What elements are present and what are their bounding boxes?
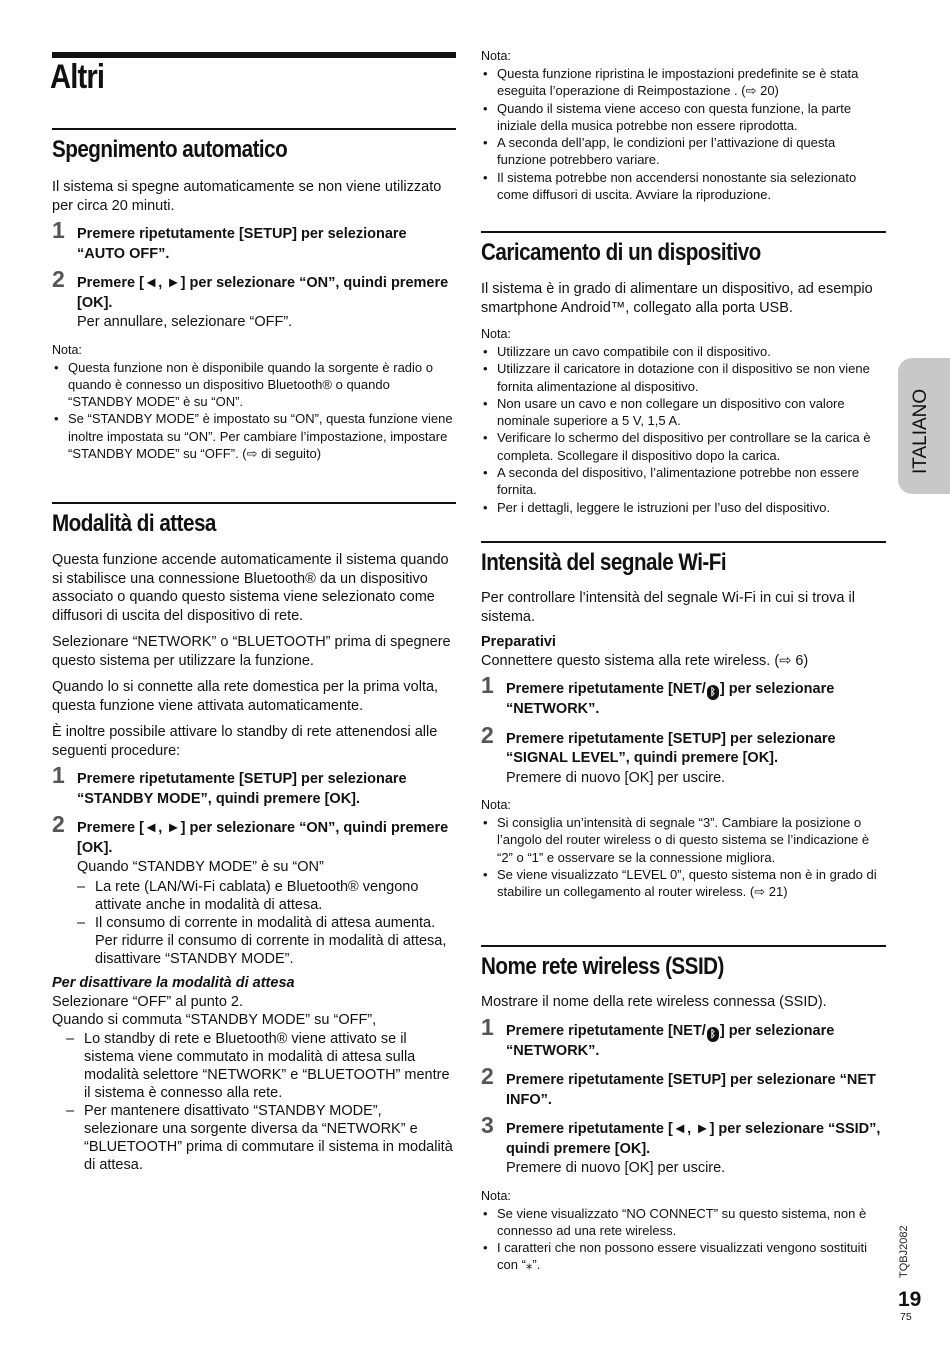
section-rule [481,231,886,233]
section-rule [481,945,886,947]
nota-label: Nota: [481,798,511,812]
bluetooth-icon: ᛒ [707,1027,719,1042]
step-1: 1 Premere ripetutamente [SETUP] per selezionare “AUTO OFF”. [52,217,407,262]
step-3: 3 Premere ripetutamente [◄, ►] per selezionare “SSID”, quindi premere [OK]. Premere di nuovo [OK] per uscire. [481,1112,881,1176]
section-heading: Modalità di attesa [52,510,216,537]
list-item: • Questa funzione non è disponibile quando la sorgente è radio o quando è connesso un dispositivo Bluetooth® o quando “STANDBY MODE” è su “ON”. [52,359,456,411]
section-rule [52,502,456,504]
paragraph: Il sistema è in grado di alimentare un dispositivo, ad esempio smartphone Android™, collegato alla porta USB. [481,281,873,316]
section-ssid [481,945,886,1274]
step-note: Quando “STANDBY MODE” è su “ON” [77,859,324,875]
paragraph: È inoltre possibile attivare lo standby di rete attenendosi alle seguenti procedure: [52,724,438,759]
section-heading: Caricamento di un dispositivo [481,239,761,266]
paragraph: Connettere questo sistema alla rete wireless. (⇨ 6) [481,652,809,669]
nota-label: Nota: [52,342,82,357]
step-1: 1 Premere ripetutamente [NET/ ᛒ ] per selezionare “NETWORK”. [481,1013,835,1059]
paragraph: Per controllare l’intensità del segnale Wi-Fi in cui si trova il sistema. [481,590,855,625]
section-heading: Intensità del segnale Wi-Fi [481,549,727,576]
list-item: – La rete (LAN/Wi-Fi cablata) e Bluetooth® vengono attivate anche in modalità di attesa. [77,878,456,914]
section-heading: Spegnimento automatico [52,136,288,163]
list-item: – Per mantenere disattivato “STANDBY MODE”, selezionare una sorgente diversa da “NETWORK” e “BLUETOOTH” prima di commutare il sistema in modalità di attesa. [66,1102,456,1174]
step-1: 1 Premere ripetutamente [SETUP] per selezionare “STANDBY MODE”, quindi premere [OK]. [52,762,407,807]
nota-label: Nota: [481,327,511,341]
section-standby [52,502,456,1174]
list-item: • Quando il sistema viene acceso con questa funzione, la parte iniziale della musica potrebbe non essere riprodotta. [481,100,886,135]
nota-label: Nota: [481,49,511,63]
section-wifi-signal [481,541,886,900]
list-item: • I caratteri che non possono essere visualizzati vengono sostituiti con “⁎”. [481,1239,886,1274]
step-2: 2 Premere [◄, ►] per selezionare “ON”, quindi premere [OK]. Per annullare, selezionare “OFF”. [52,266,449,330]
list-item: – Lo standby di rete e Bluetooth® viene attivato se il sistema viene commutato in modalità di attesa sulla modalità selettore “NETWORK” e “BLUETOOTH” mentre il sistema è connesso alla rete. [66,1030,456,1102]
paragraph: Il sistema si spegne automaticamente se non viene utilizzato per circa 20 minuti. [52,179,442,214]
list-item: • Il sistema potrebbe non accendersi nonostante sia selezionato come diffusori di uscita. Avviare la riproduzione. [481,169,886,204]
notes-list [481,1205,886,1274]
sub-heading: Per disattivare la modalità di attesa [52,974,295,991]
paragraph: Quando si commuta “STANDBY MODE” su “OFF”, [52,1012,377,1028]
step-note: Premere di nuovo [OK] per uscire. [506,1160,726,1176]
section-rule [481,541,886,543]
list-item: • Si consiglia un’intensità di segnale “3”. Cambiare la posizione o l’angolo del router wireless o di questo sistema se l’indicazione è “2” o “1” e osservare se la connessione migliora. [481,814,886,866]
paragraph: Mostrare il nome della rete wireless connessa (SSID). [481,994,827,1010]
list-item: – Il consumo di corrente in modalità di attesa aumenta. Per ridurre il consumo di corrente in modalità di attesa, disattivare “STANDBY MODE”. [77,914,456,968]
section-heading: Nome rete wireless (SSID) [481,953,724,980]
list-item: • Non usare un cavo e non collegare un dispositivo con valore nominale superiore a 5 V, 1,5 A. [481,395,886,430]
list-item: • A seconda dell’app, le condizioni per l’attivazione di questa funzione potrebbero variare. [481,134,886,169]
paragraph: Selezionare “OFF” al punto 2. [52,993,244,1010]
step-2: 2 Premere ripetutamente [SETUP] per selezionare “NET INFO”. [481,1063,876,1108]
page-title: Altri [50,58,105,96]
list-item: • Verificare lo schermo del dispositivo per controllare se la carica è completa. Scollegare il dispositivo dopo la carica. [481,429,886,464]
notes-list [481,65,886,203]
notes-list [481,814,886,900]
notes-continued [481,48,886,203]
list-item: • Utilizzare un cavo compatibile con il dispositivo. [481,343,886,360]
paragraph: Selezionare “NETWORK” o “BLUETOOTH” prima di spegnere questo sistema per utilizzare la funzione. [52,634,451,669]
prep-label: Preparativi [481,634,556,650]
list-item: • Se viene visualizzato “NO CONNECT” su questo sistema, non è connesso ad una rete wireless. [481,1205,886,1240]
section-rule [52,128,456,130]
notes-list [52,359,456,463]
list-item: • Questa funzione ripristina le impostazioni predefinite se è stata eseguita l’operazione di Reimpostazione . (⇨ 20) [481,65,886,100]
page-sub-number: 75 [900,1311,912,1323]
doc-code: TQBJ2082 [898,1225,910,1278]
title-rule [52,52,456,58]
step-note: Per annullare, selezionare “OFF”. [77,314,293,330]
section-auto-off [52,128,456,462]
section-charging [481,231,886,516]
step-2: 2 Premere [◄, ►] per selezionare “ON”, quindi premere [OK]. Quando “STANDBY MODE” è su “ON” [52,811,449,875]
step-2: 2 Premere ripetutamente [SETUP] per selezionare “SIGNAL LEVEL”, quindi premere [OK]. Premere di nuovo [OK] per uscire. [481,721,836,786]
list-item: • Se “STANDBY MODE” è impostato su “ON”, questa funzione viene inoltre impostata su “ON”. Per cambiare l’impostazione, impostare “STANDBY MODE” su “OFF”. (⇨ di seguito) [52,410,456,462]
dash-list [52,1030,456,1174]
list-item: • Per i dettagli, leggere le istruzioni per l’uso del dispositivo. [481,499,886,516]
dash-list [52,878,456,968]
nota-label: Nota: [481,1188,511,1203]
page-number: 19 [898,1288,922,1311]
notes-list [481,343,886,516]
paragraph: Questa funzione accende automaticamente il sistema quando si stabilisce una connessione Bluetooth® da un dispositivo associato o quando questo sistema viene selezionato come diffusori di uscita del dispositivo di rete. [52,552,449,624]
list-item: • Se viene visualizzato “LEVEL 0”, questo sistema non è in grado di stabilire un collegamento al router wireless. (⇨ 21) [481,866,886,901]
list-item: • Utilizzare il caricatore in dotazione con il dispositivo se non viene fornita alimentazione al dispositivo. [481,360,886,395]
bluetooth-icon: ᛒ [707,685,719,700]
paragraph: Quando lo si connette alla rete domestica per la prima volta, questa funzione viene attivata automaticamente. [52,679,439,714]
step-note: Premere di nuovo [OK] per uscire. [506,769,726,786]
language-label: ITALIANO [910,388,931,474]
list-item: • A seconda del dispositivo, l’alimentazione potrebbe non essere fornita. [481,464,886,499]
language-tab [898,358,950,494]
step-1: 1 Premere ripetutamente [NET/ ᛒ ] per selezionare “NETWORK”. [481,672,835,717]
